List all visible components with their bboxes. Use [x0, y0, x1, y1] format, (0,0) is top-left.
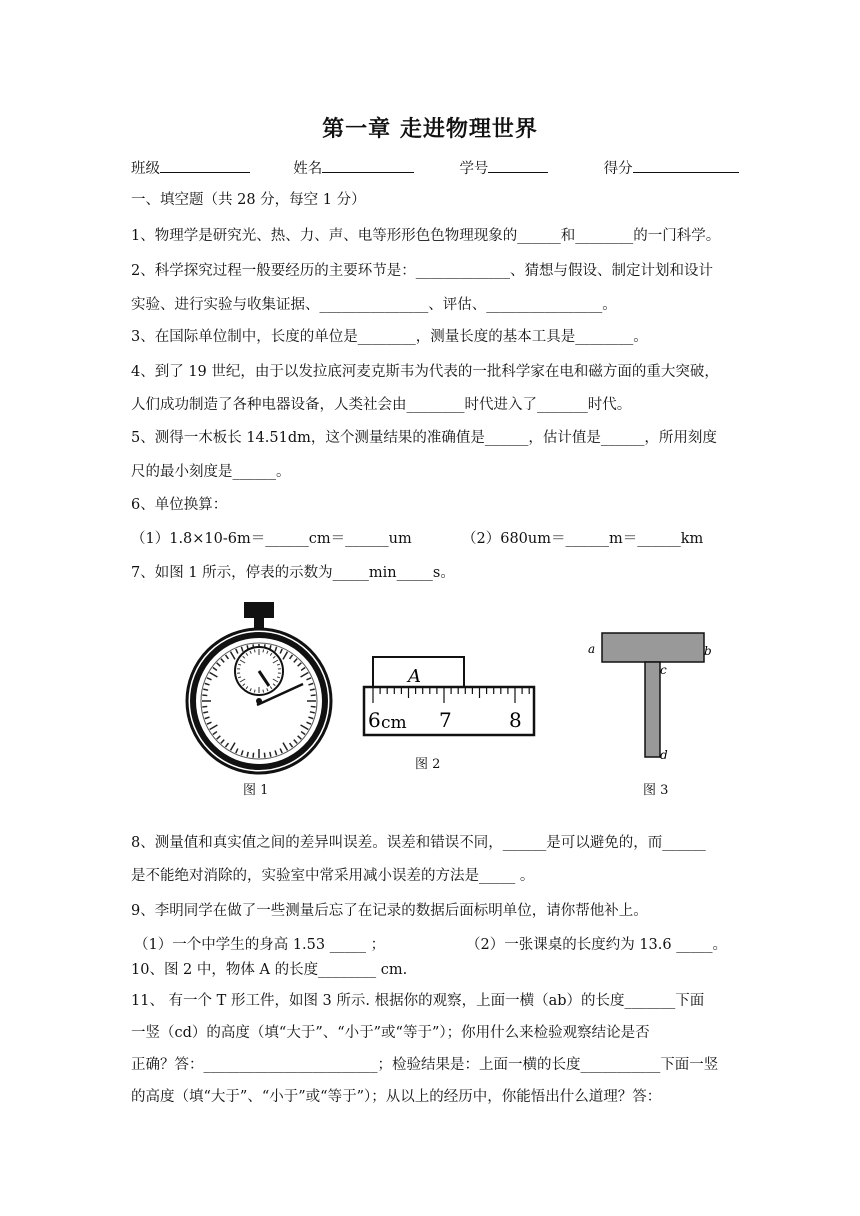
question-5-line-2: 尺的最小刻度是______。	[131, 464, 291, 480]
label-b: b	[704, 644, 712, 658]
figure-2-caption: 图 2	[415, 757, 441, 772]
question-6: 6、单位换算：	[131, 497, 228, 513]
name-label: 姓名	[293, 161, 323, 177]
stopwatch-tick	[310, 689, 315, 690]
stopwatch-tick	[253, 753, 254, 758]
question-1: 1、物理学是研究光、热、力、声、电等形形色色物理现象的______和________的一门科学。	[131, 228, 721, 244]
question-9: 9、李明同学在做了一些测量后忘了在记录的数据后面标明单位，请你帮他补上。	[131, 903, 648, 919]
question-2-line-1: 2、科学探究过程一般要经历的主要环节是：_____________、猜想与假设、制定计划和设计	[131, 263, 713, 279]
question-11-line-2: 一竖（cd）的高度（填“大于”、“小于”或“等于”）；你用什么来检验观察结论是否	[131, 1025, 650, 1041]
class-label: 班级	[131, 161, 160, 177]
stopwatch-tick	[264, 753, 265, 758]
label-a: a	[588, 642, 596, 656]
label-c: c	[660, 663, 667, 677]
question-4-line-2: 人们成功制造了各种电器设备，人类社会由________时代进入了_______时代。	[131, 397, 632, 413]
score-label: 得分	[603, 161, 633, 177]
question-7: 7、如图 1 所示，停表的示数为_____min_____s。	[131, 565, 455, 581]
id-field[interactable]	[488, 158, 548, 173]
stopwatch-tick	[202, 695, 207, 696]
subdial-tick	[254, 690, 255, 693]
label-d: d	[660, 748, 668, 762]
question-6-part-2: （2）680um＝______m＝______km	[462, 531, 704, 547]
question-11-line-3: 正确？答：________________________；检验结果是：上面一横的长度___________下面一竖	[131, 1057, 719, 1073]
object-a-label: A	[408, 666, 421, 687]
stopwatch-tick	[270, 752, 271, 757]
question-2-line-2: 实验、进行实验与收集证据、_______________、评估、________________。	[131, 297, 617, 313]
question-10: 10、图 2 中，物体 A 的长度________ cm.	[131, 962, 408, 978]
student-info-row	[131, 158, 739, 179]
class-field[interactable]	[160, 158, 250, 173]
question-4-line-1: 4、到了 19 世纪，由于以发拉底河麦克斯韦为代表的一批科学家在电和磁方面的重大突破，	[131, 364, 719, 380]
subdial-tick	[263, 690, 264, 693]
stopwatch-tick	[310, 712, 315, 713]
figure-2-ruler	[360, 654, 540, 740]
figure-1-stopwatch	[185, 598, 335, 778]
question-6-part-1: （1）1.8×10-6m＝______cm＝______um	[131, 531, 412, 547]
question-8-line-2: 是不能绝对消除的，实验室中常采用减小误差的方法是_____ 。	[131, 868, 535, 884]
stopwatch-tick	[247, 752, 248, 757]
tick-label-6: 6	[368, 708, 381, 732]
question-11-line-1: 11、 有一个 T 形工件，如图 3 所示. 根据你的观察，上面一横（ab）的长度_______下面	[131, 993, 705, 1009]
score-field[interactable]	[633, 158, 739, 173]
stopwatch-tick	[311, 695, 316, 696]
tick-label-8: 8	[509, 708, 522, 732]
figure-1-caption: 图 1	[243, 783, 269, 798]
page-title: 第一章 走进物理世界	[322, 116, 538, 142]
question-8-line-1: 8、测量值和真实值之间的差异叫误差。误差和错误不同，______是可以避免的，而______	[131, 835, 706, 851]
figure-3-caption: 图 3	[643, 783, 669, 798]
subdial-tick	[254, 649, 255, 652]
stopwatch-tick	[202, 706, 207, 707]
question-3: 3、在国际单位制中，长度的单位是________，测量长度的基本工具是________。	[131, 329, 648, 345]
tick-label-7: 7	[439, 708, 452, 732]
stopwatch-tick	[203, 712, 208, 713]
stopwatch-tick	[203, 689, 208, 690]
subdial-tick	[263, 649, 264, 652]
question-9-part-1: （1）一个中学生的身高 1.53 _____ ；	[134, 937, 386, 953]
question-5-line-1: 5、测得一木板长 14.51dm，这个测量结果的准确值是______，估计值是______，所用刻度	[131, 430, 717, 446]
question-9-part-2: （2）一张课桌的长度约为 13.6 _____。	[466, 937, 727, 953]
figure-3-t-shape	[584, 628, 718, 764]
section-heading: 一、填空题（共 28 分，每空 1 分）	[131, 192, 366, 208]
unit-label: cm	[381, 713, 407, 733]
question-11-line-4: 的高度（填“大于”、“小于”或“等于”）；从以上的经历中，你能悟出什么道理？答：	[131, 1089, 662, 1105]
name-field[interactable]	[322, 158, 414, 173]
id-label: 学号	[459, 161, 489, 177]
stopwatch-tick	[311, 706, 316, 707]
